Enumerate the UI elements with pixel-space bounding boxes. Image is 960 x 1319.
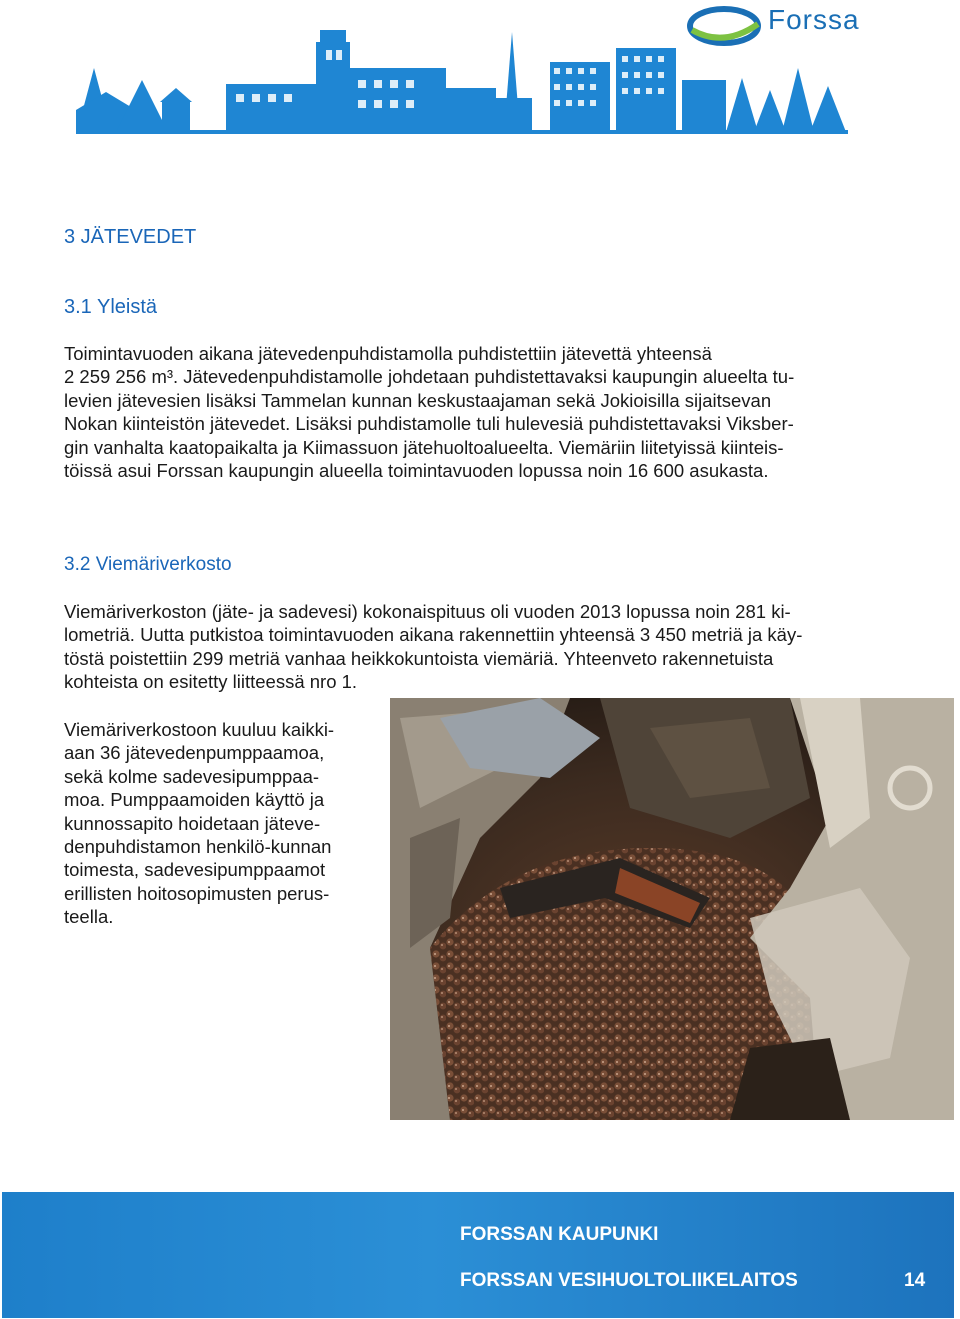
text-line: denpuhdistamon henkilö-kunnan bbox=[64, 836, 332, 858]
text-line: Toimintavuoden aikana jätevedenpuhdistamolla puhdistettiin jätevettä yhteensä bbox=[64, 343, 712, 364]
page-header bbox=[0, 0, 960, 140]
page-footer bbox=[2, 1192, 954, 1318]
sewer-manhole-photo bbox=[390, 698, 954, 1120]
footer-city-name: FORSSAN KAUPUNKI bbox=[460, 1224, 659, 1245]
text-line: teella. bbox=[64, 906, 114, 928]
subsection-title-sewer-network: 3.2 Viemäriverkosto bbox=[64, 554, 232, 575]
text-line: kunnossapito hoidetaan jäteve- bbox=[64, 812, 321, 834]
city-skyline-icon bbox=[76, 28, 848, 134]
text-line: töstä poistettiin 299 metriä vanhaa heikkokuntoista viemäriä. Yhteenveto rakennetuista bbox=[64, 647, 774, 669]
brand-name: Forssa bbox=[768, 4, 860, 35]
text-line: töissä asui Forssan kaupungin alueella toimintavuoden lopussa noin 16 600 asukasta. bbox=[64, 460, 769, 482]
paragraph-general bbox=[64, 342, 794, 482]
section-title: 3 JÄTEVEDET bbox=[64, 226, 197, 248]
footer-utility-name: FORSSAN VESIHUOLTOLIIKELAITOS bbox=[460, 1270, 798, 1291]
text-line: sekä kolme sadevesipumppaa- bbox=[64, 765, 320, 787]
manhole-image-icon bbox=[390, 698, 954, 1120]
text-line: toimesta, sadevesipumppaamot bbox=[64, 859, 326, 881]
text-line: lometriä. Uutta putkistoa toimintavuoden aikana rakennettiin yhteensä 3 450 metriä ja käy- bbox=[64, 624, 803, 646]
text-line: kohteista on esitetty liitteessä nro 1. bbox=[64, 671, 358, 693]
text-line: 2 259 256 m³. Jätevedenpuhdistamolle johdetaan puhdistettavaksi kaupungin alueelta tu- bbox=[64, 366, 795, 388]
paragraph-sewer-network bbox=[64, 600, 802, 694]
text-line: erillisten hoitosopimusten perus- bbox=[64, 882, 330, 904]
paragraph-pumping-stations bbox=[64, 718, 334, 929]
text-line: gin vanhalta kaatopaikalta ja Kiimassuon jätehuoltoalueelta. Viemäriin liitetyissä kiinteis- bbox=[64, 436, 784, 458]
text-line: Nokan kiinteistön jätevedet. Lisäksi puhdistamolle tuli hulevesiä puhdistettavaksi Viksber- bbox=[64, 413, 794, 435]
text-line: moa. Pumppaamoiden käyttö ja bbox=[64, 789, 325, 811]
text-line: Viemäriverkostoon kuuluu kaikki- bbox=[64, 719, 335, 740]
page-number: 14 bbox=[904, 1270, 926, 1291]
text-line: Viemäriverkoston (jäte- ja sadevesi) kokonaispituus oli vuoden 2013 lopussa noin 281 ki- bbox=[64, 601, 791, 622]
text-line: aan 36 jätevedenpumppaamoa, bbox=[64, 742, 325, 764]
text-line: levien jätevesien lisäksi Tammelan kunnan keskustaajaman sekä Jokioisilla sijaitsevan bbox=[64, 389, 772, 411]
subsection-title-general: 3.1 Yleistä bbox=[64, 296, 158, 318]
